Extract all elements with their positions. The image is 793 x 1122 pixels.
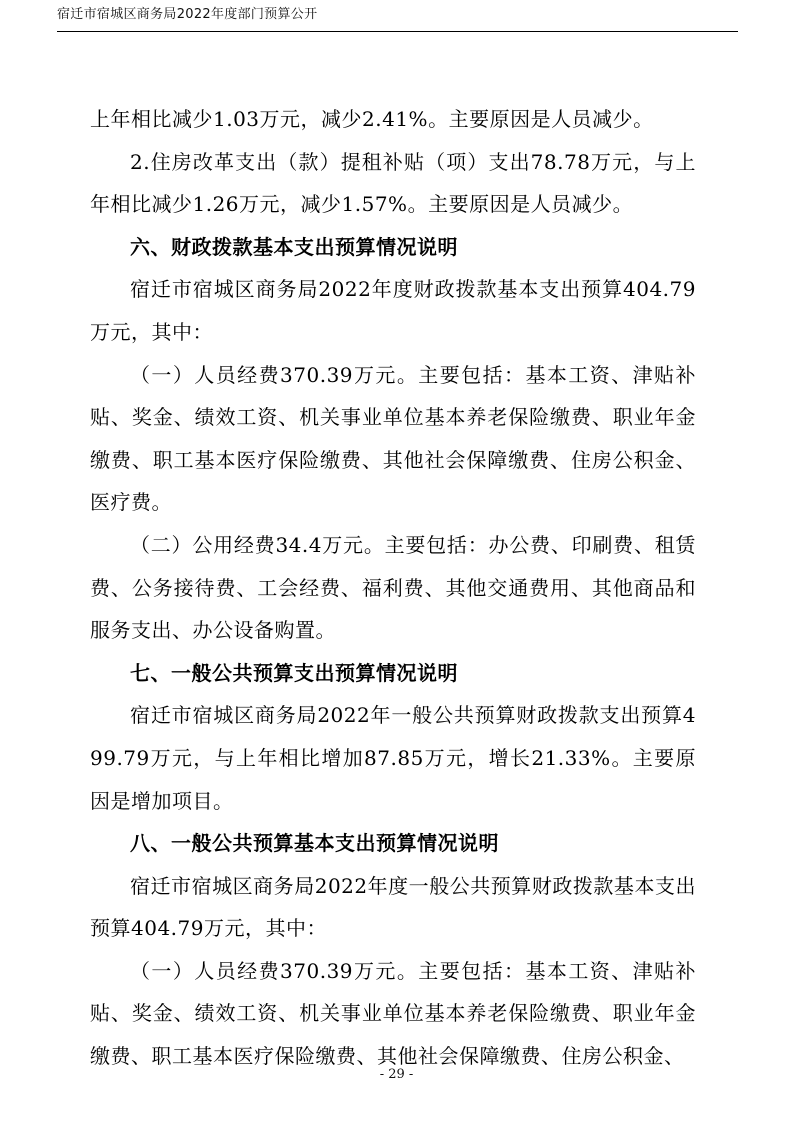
section-heading-7: 七、一般公共预算支出预算情况说明	[130, 660, 458, 685]
section-heading-6: 六、财政拨款基本支出预算情况说明	[130, 234, 458, 259]
section-heading-8: 八、一般公共预算基本支出预算情况说明	[130, 831, 499, 856]
running-header: 宿迁市宿城区商务局2022年度部门预算公开	[57, 7, 318, 22]
paragraph-continuation: 上年相比减少1.03万元，减少2.41%。主要原因是人员减少。	[90, 107, 654, 131]
paragraph-general-budget-intro: 宿迁市宿城区商务局2022年一般公共预算财政拨款支出预算499.79万元，与上年相比增加87.85万元，增长21.33%。主要原因是增加项目。	[90, 703, 696, 813]
paragraph-general-personnel-costs: （一）人员经费370.39万元。主要包括：基本工资、津贴补贴、奖金、绩效工资、机关事业单位基本养老保险缴费、职业年金缴费、职工基本医疗保险缴费、其他社会保障缴费、住房公积金、	[90, 958, 696, 1069]
paragraph-housing-reform: 2.住房改革支出（款）提租补贴（项）支出78.78万元，与上年相比减少1.26万元，减少1.57%。主要原因是人员减少。	[90, 149, 696, 217]
header-rule	[57, 31, 738, 32]
paragraph-personnel-costs: （一）人员经费370.39万元。主要包括：基本工资、津贴补贴、奖金、绩效工资、机关事业单位基本养老保险缴费、职业年金缴费、职工基本医疗保险缴费、其他社会保障缴费、住房公积金、医疗费。	[90, 362, 696, 515]
document-body	[90, 98, 696, 1078]
paragraph-general-basic-intro: 宿迁市宿城区商务局2022年度一般公共预算财政拨款基本支出预算404.79万元，其中：	[90, 873, 696, 941]
paragraph-basic-expenditure-intro: 宿迁市宿城区商务局2022年度财政拨款基本支出预算404.79万元，其中：	[90, 277, 696, 344]
page-number: - 29 -	[379, 1067, 414, 1082]
paragraph-public-costs: （二）公用经费34.4万元。主要包括：办公费、印刷费、租赁费、公务接待费、工会经费、福利费、其他交通费用、其他商品和服务支出、办公设备购置。	[90, 532, 696, 643]
